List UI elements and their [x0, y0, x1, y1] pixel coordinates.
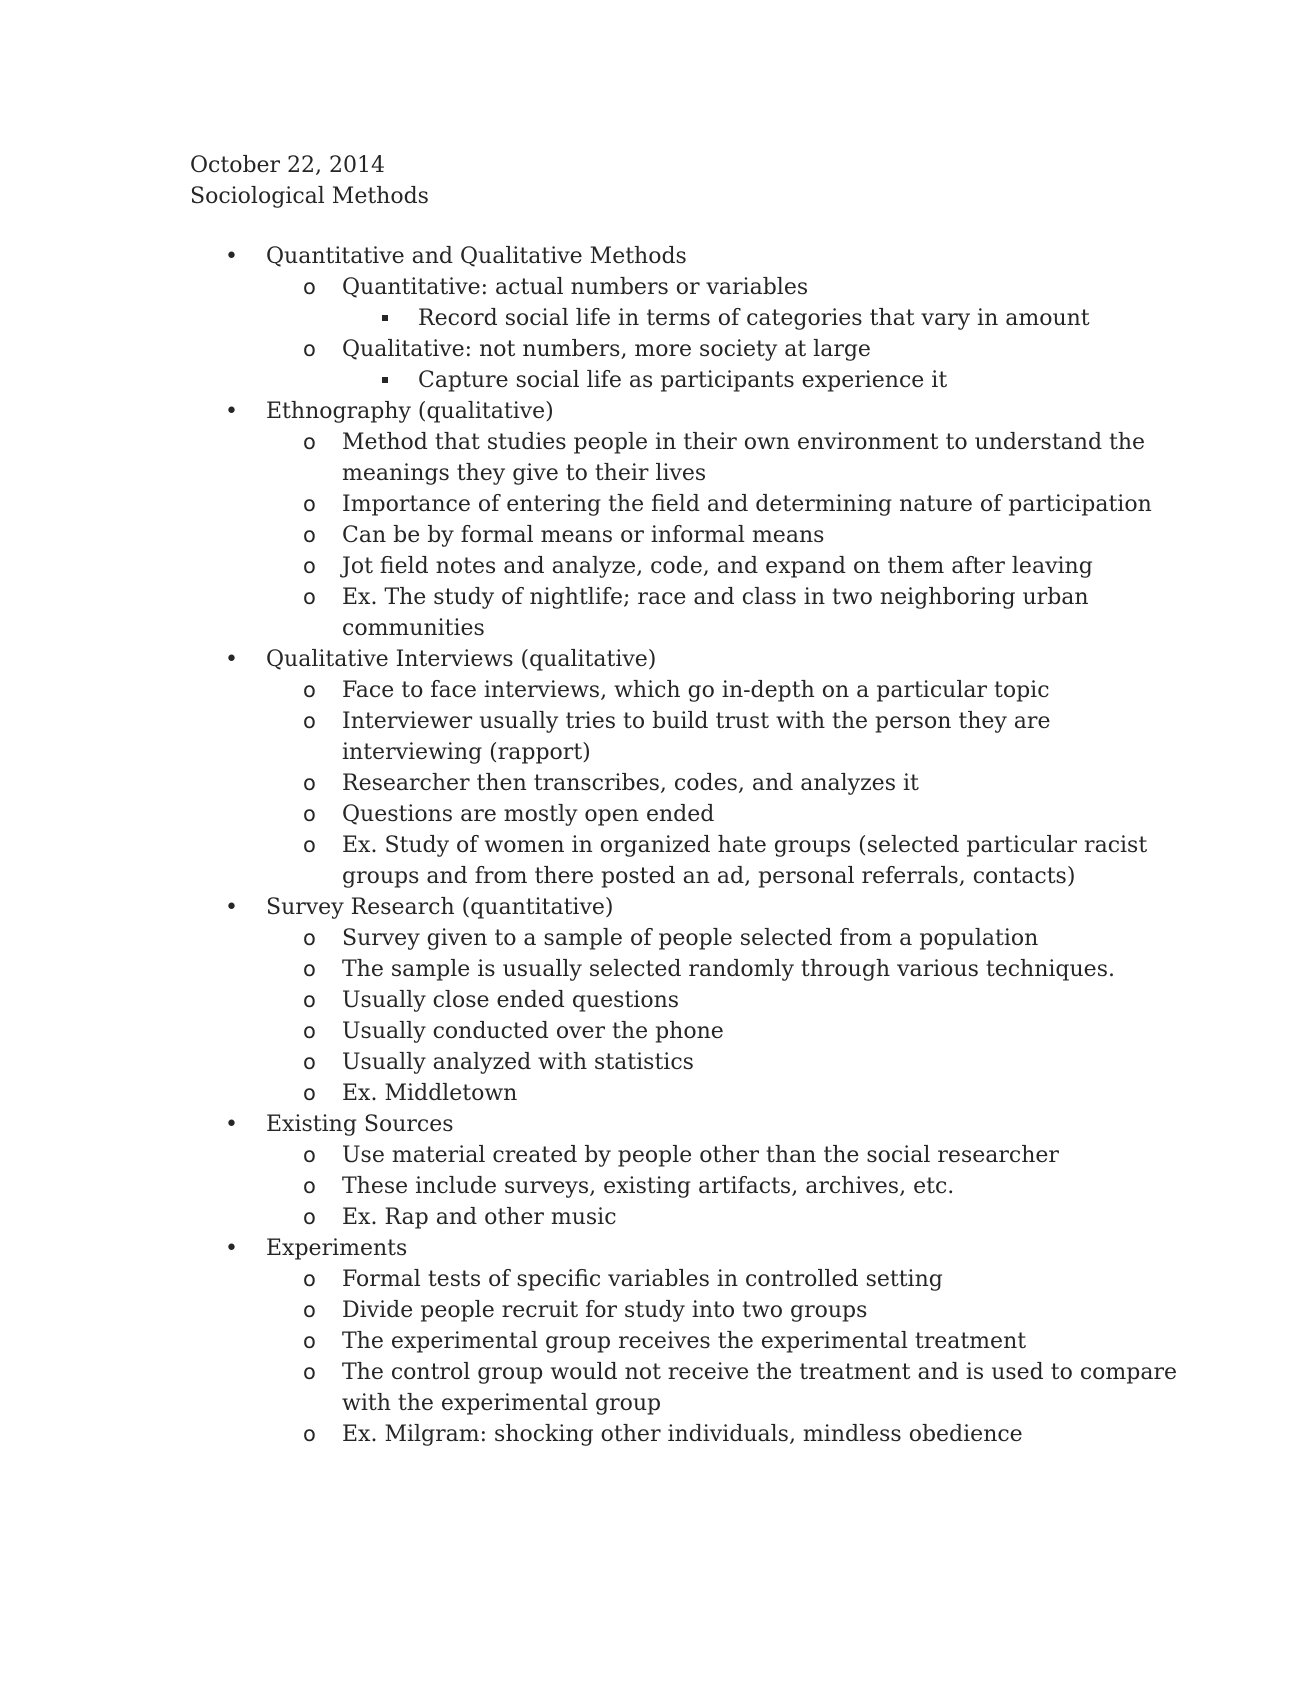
- circle-bullet-icon: o: [303, 523, 316, 547]
- item-text: Ex. Study of women in organized hate groups (selected particular racist groups and from there posted an ad, personal referrals, contacts): [342, 833, 1148, 889]
- outline-item: [266, 1419, 1190, 1450]
- circle-bullet-icon: o: [303, 1050, 316, 1074]
- outline-section: [190, 1233, 1190, 1450]
- outline-section: [190, 644, 1190, 892]
- outline-item: [266, 706, 1190, 768]
- outline-item: [266, 985, 1190, 1016]
- circle-bullet-icon: o: [303, 678, 316, 702]
- circle-bullet-icon: o: [303, 988, 316, 1012]
- document-header: [190, 150, 429, 212]
- section-items: [266, 272, 1190, 396]
- outline-item: [266, 582, 1190, 644]
- subitem-text: Record social life in terms of categories that vary in amount: [418, 306, 1090, 331]
- outline-item: [266, 1264, 1190, 1295]
- item-text: Jot field notes and analyze, code, and expand on them after leaving: [342, 554, 1093, 579]
- outline-item: [266, 427, 1190, 489]
- outline-item: [266, 272, 1190, 334]
- section-heading: Survey Research (quantitative): [266, 895, 614, 920]
- outline-item: [266, 1326, 1190, 1357]
- square-bullet-icon: [382, 315, 388, 321]
- bullet-icon: •: [225, 244, 238, 269]
- item-text: Can be by formal means or informal means: [342, 523, 825, 548]
- circle-bullet-icon: o: [303, 554, 316, 578]
- outline-item: [266, 1357, 1190, 1419]
- circle-bullet-icon: o: [303, 585, 316, 609]
- item-text: Qualitative: not numbers, more society at large: [342, 337, 871, 362]
- section-heading: Qualitative Interviews (qualitative): [266, 647, 657, 672]
- section-heading: Ethnography (qualitative): [266, 399, 554, 424]
- bullet-icon: •: [225, 895, 238, 920]
- section-heading: Existing Sources: [266, 1112, 454, 1137]
- section-items: [266, 923, 1190, 1109]
- circle-bullet-icon: o: [303, 1360, 316, 1384]
- outline-section: [190, 1109, 1190, 1233]
- circle-bullet-icon: o: [303, 1205, 316, 1229]
- sub-items: [342, 365, 1190, 396]
- item-text: Face to face interviews, which go in-depth on a particular topic: [342, 678, 1050, 703]
- sub-items: [342, 303, 1190, 334]
- outline-item: [266, 520, 1190, 551]
- notes-outline: [190, 241, 1190, 1450]
- item-text: Usually close ended questions: [342, 988, 680, 1013]
- item-text: Divide people recruit for study into two groups: [342, 1298, 868, 1323]
- circle-bullet-icon: o: [303, 802, 316, 826]
- outline-item: [266, 1047, 1190, 1078]
- item-text: Interviewer usually tries to build trust with the person they are interviewing (rapport): [342, 709, 1051, 765]
- item-text: Use material created by people other than the social researcher: [342, 1143, 1059, 1168]
- item-text: Ex. Middletown: [342, 1081, 518, 1106]
- circle-bullet-icon: o: [303, 430, 316, 454]
- outline-item: [266, 799, 1190, 830]
- square-bullet-icon: [382, 377, 388, 383]
- circle-bullet-icon: o: [303, 1143, 316, 1167]
- item-text: These include surveys, existing artifacts, archives, etc.: [342, 1174, 955, 1199]
- circle-bullet-icon: o: [303, 1019, 316, 1043]
- subitem-text: Capture social life as participants experience it: [418, 368, 948, 393]
- item-text: The control group would not receive the treatment and is used to compare with the experimental group: [342, 1360, 1177, 1416]
- outline-item: [266, 1295, 1190, 1326]
- item-text: Quantitative: actual numbers or variables: [342, 275, 809, 300]
- outline-section: [190, 396, 1190, 644]
- item-text: Researcher then transcribes, codes, and analyzes it: [342, 771, 919, 796]
- circle-bullet-icon: o: [303, 275, 316, 299]
- outline-item: [266, 551, 1190, 582]
- outline-subitem: [342, 303, 1190, 334]
- item-text: Usually conducted over the phone: [342, 1019, 724, 1044]
- circle-bullet-icon: o: [303, 771, 316, 795]
- circle-bullet-icon: o: [303, 957, 316, 981]
- item-text: Survey given to a sample of people selected from a population: [342, 926, 1039, 951]
- section-items: [266, 1140, 1190, 1233]
- bullet-icon: •: [225, 647, 238, 672]
- outline-item: [266, 923, 1190, 954]
- outline-item: [266, 1016, 1190, 1047]
- outline-item: [266, 1078, 1190, 1109]
- outline-item: [266, 954, 1190, 985]
- bullet-icon: •: [225, 399, 238, 424]
- circle-bullet-icon: o: [303, 926, 316, 950]
- document-title: Sociological Methods: [190, 184, 429, 209]
- item-text: Questions are mostly open ended: [342, 802, 715, 827]
- outline-item: [266, 334, 1190, 396]
- item-text: Ex. Milgram: shocking other individuals, mindless obedience: [342, 1422, 1023, 1447]
- section-items: [266, 675, 1190, 892]
- outline-item: [266, 489, 1190, 520]
- item-text: Ex. Rap and other music: [342, 1205, 617, 1230]
- bullet-icon: •: [225, 1236, 238, 1261]
- circle-bullet-icon: o: [303, 337, 316, 361]
- item-text: Importance of entering the field and determining nature of participation: [342, 492, 1152, 517]
- section-items: [266, 427, 1190, 644]
- circle-bullet-icon: o: [303, 833, 316, 857]
- outline-section: [190, 892, 1190, 1109]
- circle-bullet-icon: o: [303, 1422, 316, 1446]
- circle-bullet-icon: o: [303, 1174, 316, 1198]
- circle-bullet-icon: o: [303, 492, 316, 516]
- section-heading: Experiments: [266, 1236, 408, 1261]
- outline-item: [266, 830, 1190, 892]
- item-text: The experimental group receives the experimental treatment: [342, 1329, 1027, 1354]
- item-text: Usually analyzed with statistics: [342, 1050, 694, 1075]
- outline-item: [266, 1140, 1190, 1171]
- circle-bullet-icon: o: [303, 1081, 316, 1105]
- item-text: Method that studies people in their own environment to understand the meanings they give to their lives: [342, 430, 1146, 486]
- circle-bullet-icon: o: [303, 709, 316, 733]
- circle-bullet-icon: o: [303, 1267, 316, 1291]
- outline-item: [266, 1202, 1190, 1233]
- outline-subitem: [342, 365, 1190, 396]
- outline-item: [266, 768, 1190, 799]
- bullet-icon: •: [225, 1112, 238, 1137]
- outline-item: [266, 675, 1190, 706]
- outline-section: [190, 241, 1190, 396]
- item-text: Formal tests of specific variables in controlled setting: [342, 1267, 943, 1292]
- circle-bullet-icon: o: [303, 1298, 316, 1322]
- item-text: Ex. The study of nightlife; race and class in two neighboring urban communities: [342, 585, 1089, 641]
- section-heading: Quantitative and Qualitative Methods: [266, 244, 687, 269]
- item-text: The sample is usually selected randomly through various techniques.: [342, 957, 1115, 982]
- circle-bullet-icon: o: [303, 1329, 316, 1353]
- document-date: October 22, 2014: [190, 153, 386, 178]
- section-items: [266, 1264, 1190, 1450]
- outline-item: [266, 1171, 1190, 1202]
